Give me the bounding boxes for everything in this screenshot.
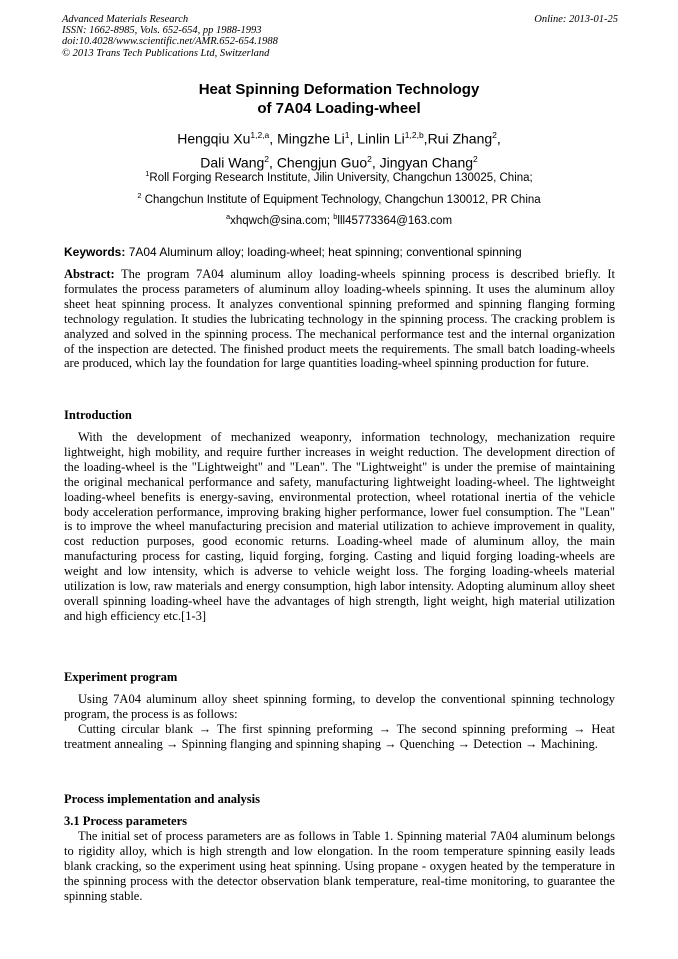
section-heading-experiment: Experiment program bbox=[64, 670, 178, 684]
author-name: Dali Wang bbox=[200, 154, 265, 171]
author-affiliation-mark: 1,2,b bbox=[404, 130, 424, 140]
author-name: Mingzhe Li bbox=[277, 130, 345, 147]
author-affiliation-mark: 2 bbox=[264, 153, 270, 164]
author-line-2: Dali Wang$^2$, Chengjun Guo$^2$, Jingyan Chang$^2$ bbox=[200, 153, 478, 171]
process-paragraph: The initial set of process parameters are as follows in Table 1. Spinning material 7A04 aluminum belongs to rigidity alloy, which is high strength and low elongation. In the room temperature spinning easily leads blank cracking, so the experiment using heat spinning. Using propane - oxygen heated by the temperature in the spinning process with the detector observation blank temperature, real-time monitoring, to guarantee the spinning stable. bbox=[64, 829, 615, 903]
author-affiliation-mark: 1 bbox=[344, 130, 350, 140]
affiliation-text: Roll Forging Research Institute, Jilin University, Changchun 130025, China; bbox=[149, 171, 533, 184]
section-heading-process: Process implementation and analysis bbox=[64, 792, 260, 806]
title-line-1: Heat Spinning Deformation Technology bbox=[198, 81, 480, 98]
author-list bbox=[62, 125, 616, 172]
subsection-heading-process-parameters: 3.1 Process parameters bbox=[64, 814, 187, 828]
journal-header bbox=[62, 14, 618, 59]
online-date: Online: 2013-01-25 bbox=[534, 14, 618, 25]
author-name: Linlin Li bbox=[357, 130, 405, 147]
affiliation-mark: 2 bbox=[137, 191, 142, 200]
affiliation-1 bbox=[62, 167, 616, 185]
email-line bbox=[62, 210, 616, 228]
doi-line: doi:10.4028/www.scientific.net/AMR.652-654.1988 bbox=[62, 36, 278, 48]
author-affiliation-mark: 2 bbox=[473, 153, 478, 164]
keywords-text: 7A04 Aluminum alloy; loading-wheel; heat spinning; conventional spinning bbox=[128, 245, 522, 259]
author-affiliation-mark: 2 bbox=[492, 130, 497, 140]
affiliation-mark: 1 bbox=[145, 169, 150, 178]
author-name: Rui Zhang bbox=[427, 130, 493, 147]
journal-name: Advanced Materials Research bbox=[62, 14, 189, 25]
experiment-paragraph-1: Using 7A04 aluminum alloy sheet spinning forming, to develop the conventional spinning technology program, the process is as follows: bbox=[64, 692, 615, 721]
paper-title bbox=[62, 80, 616, 118]
section-heading-introduction: Introduction bbox=[64, 408, 132, 422]
keywords bbox=[64, 245, 616, 260]
author-name: Chengjun Guo bbox=[276, 154, 368, 171]
author-name: Jingyan Chang bbox=[379, 154, 474, 171]
email-a[interactable]: xhqwch@sina.com; bbox=[230, 214, 331, 227]
abstract-paragraph bbox=[64, 267, 615, 371]
copyright-line: © 2013 Trans Tech Publications Ltd, Switzerland bbox=[62, 47, 270, 59]
introduction-body bbox=[64, 430, 615, 624]
author-affiliation-mark: 2 bbox=[367, 153, 372, 164]
abstract-label: Abstract: bbox=[64, 267, 115, 281]
email-mark: a bbox=[225, 212, 231, 221]
author-affiliation-mark: 1,2,a bbox=[250, 130, 270, 140]
experiment-paragraph-2: Cutting circular blank → The first spinning preforming → The second spinning preforming → Heat treatment annealing → Spinning flanging and spinning shaping → Quenching → Detection → Machining. bbox=[64, 721, 615, 751]
introduction-paragraph: With the development of mechanized weaponry, information technology, mechanization require lightweight, high mobility, and require further increases in weight reduction. The development direction of the loading-wheel is the "Lightweight" and "Lean". The "Lightweight" is under the premise of maintaining the original mechanical performance and safety, manufacturing lightweight loading-wheel. The lightweight loading-wheel benefits is energy-saving, environmental protection, wheel rotational inertia of the vehicle body acceleration performance, improving braking higher performance, lower fuel consumption. The "Lean" is to improve the wheel manufacturing precision and material utilization to achieve improvement in quality, cost reduction purposes, good economic returns. Loading-wheel made of aluminum alloy, the main manufacturing process for casting, liquid forging, forging. Casting and liquid forging loading-wheels are weight and low intensity, which is adverse to vehicle weight loss. The forging loading-wheels material utilization is low, raw materials and energy consumption, high labor intensity. Adopting aluminum alloy sheet overall spinning loading-wheel have the advantages of high strength, light weight, high material utilization and high efficiency etc.[1-3] bbox=[64, 430, 615, 623]
keywords-label: Keywords: bbox=[64, 245, 126, 259]
email-mark: b bbox=[333, 212, 338, 221]
abstract bbox=[64, 267, 615, 371]
author-name: Hengqiu Xu bbox=[177, 130, 251, 147]
abstract-text: The program 7A04 aluminum alloy loading-wheels spinning process is described briefly. It formulates the process parameters of aluminum alloy loading-wheels spinning. It uses the aluminum alloy sheet heat spinning process. It analyzes conventional spinning preformed and spinning flanging forming technology regulation. It studies the lubricating technology in the spinning process. The cracking problem is analyzed and solved in the spinning process. The mechanical performance test and the internal organization of the inspection are detected. The finished product meets the requirements. The small batch loading-wheels are produced, which lay the foundation for large quantities loading-wheel spinning production for future. bbox=[64, 267, 616, 371]
experiment-body bbox=[64, 692, 615, 752]
process-body bbox=[64, 829, 615, 904]
title-line-2: of 7A04 Loading-wheel bbox=[257, 100, 421, 117]
author-line-1: Hengqiu Xu$^{1,2,a}$, Mingzhe Li$^1$, Linlin Li$^{1,2,b}$,Rui Zhang$^2$, bbox=[177, 130, 501, 147]
affiliation-text: Changchun Institute of Equipment Technology, Changchun 130012, PR China bbox=[144, 193, 541, 206]
affiliation-2 bbox=[62, 189, 616, 207]
issn-line: ISSN: 1662-8985, Vols. 652-654, pp 1988-1993 bbox=[62, 25, 262, 37]
email-b[interactable]: lll45773364@163.com bbox=[337, 214, 453, 227]
